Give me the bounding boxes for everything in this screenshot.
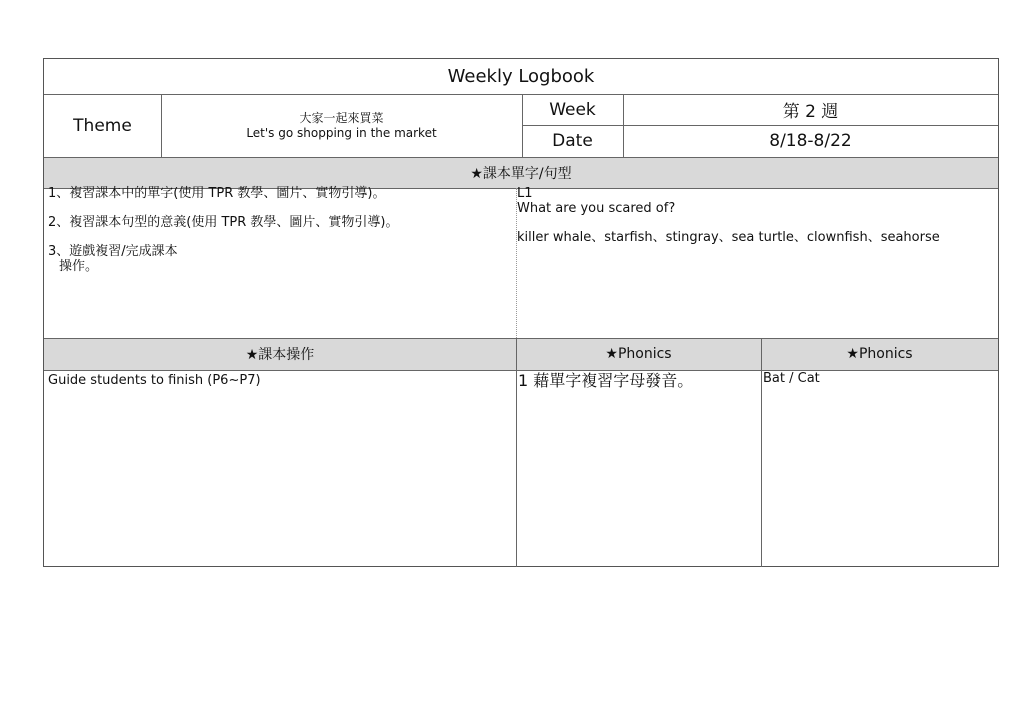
lesson-label: L1 [517,186,533,201]
vocab-word-list: killer whale、starfish、stingray、sea turtle、clownfish、seahorse [517,230,940,245]
phonics-cell-2 [763,371,996,565]
textbook-text: Guide students to finish (P6~P7) [48,373,261,388]
vocab-item-1: 1、複習課本中的單字(使用 TPR 教學、圖片、實物引導)。 [48,186,386,201]
theme-value-zh: 大家一起來買菜 [299,110,384,125]
phonics-text-1: 1 藉單字複習字母發音。 [518,371,694,390]
theme-label: Theme [73,115,132,136]
week-label: Week [549,99,596,120]
theme-value-en: Let's go shopping in the market [246,125,437,140]
phonics-header-1: ★Phonics [605,346,672,362]
sentence-pattern: What are you scared of? [517,201,676,216]
logbook-title: Weekly Logbook [447,66,595,87]
vocab-item-3-cont: 操作。 [59,259,99,274]
vocab-item-3: 3、遊戲複習/完成課本 [48,244,178,259]
date-value: 8/18-8/22 [769,131,852,151]
vocab-section-header: ★課本單字/句型 [470,165,572,182]
weekly-logbook-table [43,58,999,567]
week-value: 第 2 週 [782,102,839,122]
vocab-left-cell [48,186,514,336]
vocab-right-cell [517,186,995,336]
textbook-header: ★課本操作 [245,347,315,363]
phonics-header-2: ★Phonics [846,346,913,362]
vocab-item-2: 2、複習課本句型的意義(使用 TPR 教學、圖片、實物引導)。 [48,215,399,230]
phonics-cell-1 [518,371,759,565]
textbook-cell [48,373,512,563]
theme-value [161,94,522,157]
date-label: Date [552,131,593,151]
phonics-text-2: Bat / Cat [763,371,820,386]
